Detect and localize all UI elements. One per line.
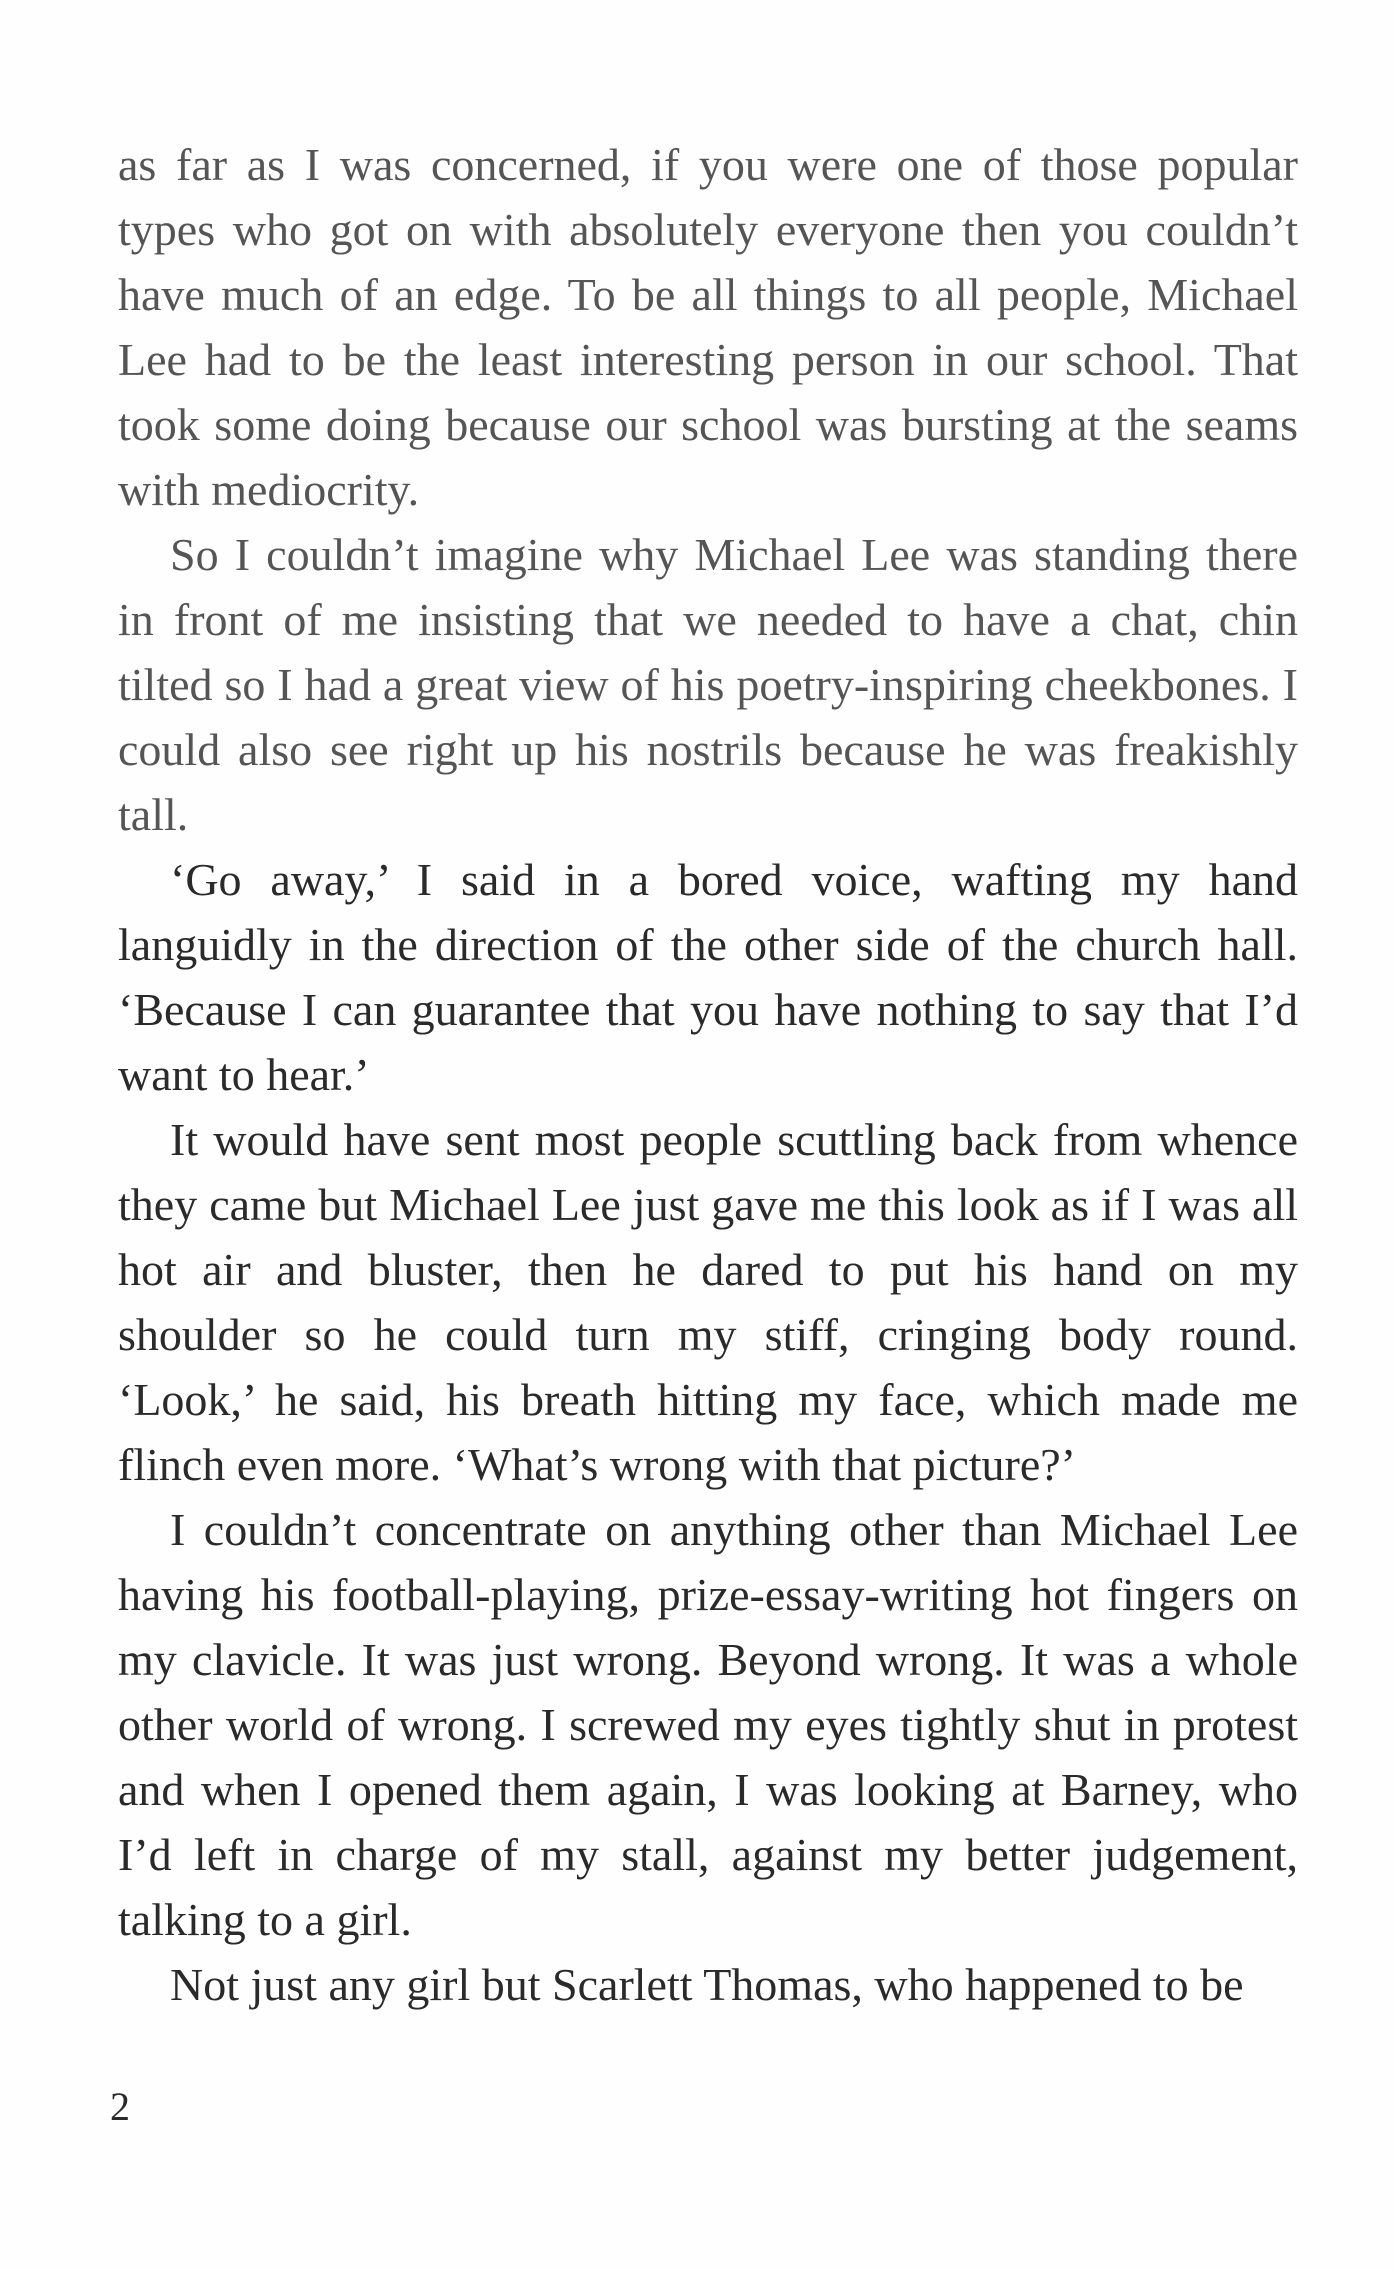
paragraph: It would have sent most people scuttling back from whence they came but Michael Lee just gave me this look as if I was all hot air and bluster, then he dared to put his hand on my shoulder so he could turn my stiff, cringing body round. ‘Look,’ he said, his breath hitting my face, which made me flinch even more. ‘What’s wrong with that picture?’ — [118, 1114, 1298, 1490]
paragraph: I couldn’t concentrate on anything other than Michael Lee having his football-playing, prize-essay-writing hot fingers on my clavicle. It was just wrong. Beyond wrong. It was a whole other world of wrong. I screwed my eyes tightly shut in protest and when I opened them again, I was looking at Barney, who I’d left in charge of my stall, against my better judgement, talking to a girl. — [118, 1504, 1298, 1945]
paragraph: ‘Go away,’ I said in a bored voice, wafting my hand languidly in the direction of the other side of the church hall. ‘Because I can guarantee that you have nothing to say that I’d want to hear.’ — [118, 854, 1298, 1100]
paragraph: Not just any girl but Scarlett Thomas, who happened to be — [170, 1959, 1244, 2010]
paragraph: So I couldn’t imagine why Michael Lee was standing there in front of me insisting that we needed to have a chat, chin tilted so I had a great view of his poetry-inspiring cheekbones. I could also see right up his nostrils because he was freakishly tall. — [118, 529, 1298, 840]
body-text — [118, 132, 1298, 2017]
page-number: 2 — [110, 2084, 130, 2129]
paragraph: as far as I was concerned, if you were one of those popular types who got on with absolutely everyone then you couldn’t have much of an edge. To be all things to all people, Michael Lee had to be the least interesting person in our school. That took some doing because our school was bursting at the seams with mediocrity. — [118, 139, 1298, 515]
